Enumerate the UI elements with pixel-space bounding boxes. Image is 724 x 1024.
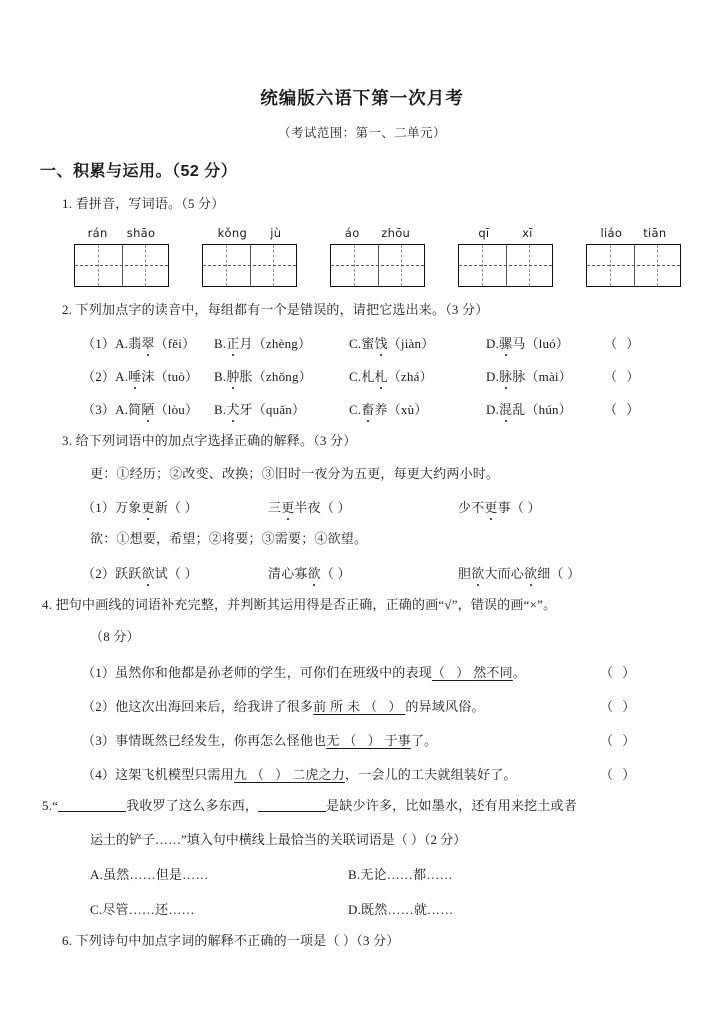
term-text: 清心寡 [268,565,308,581]
dotted-char: 欲 [524,563,537,582]
choice-text: 无论……都…… [360,867,453,882]
question-5-choice-row [90,864,686,883]
question-5-line-2: 运土的铲子……”填入句中横线上最恰当的关联词语是（ ）（2 分） [90,832,467,847]
option-pinyin: （hún） [525,402,572,417]
dotted-char: 更 [484,497,497,516]
question-4-item [82,696,686,715]
option-letter: D. [486,336,500,351]
row-number: （3） [82,732,116,748]
judgement-blank[interactable]: （ ） [600,664,639,680]
option-b[interactable] [214,333,349,352]
answer-blank[interactable]: （ ） [550,565,581,581]
term-text: 事 [497,500,511,515]
answer-blank[interactable]: （ ） [604,402,643,417]
tianzige-cell[interactable] [634,245,681,286]
sentence-tail: ，一会儿的工夫就组装好了。 [345,766,517,782]
row-number: （1） [82,664,116,680]
sentence-body: 我收罗了这么多东西， [126,797,259,813]
option-a[interactable] [82,399,214,418]
option-letter: A. [115,369,129,384]
option-pinyin: （tuò） [154,369,199,384]
dotted-char: 肿 [226,366,239,385]
row-number: （2） [82,565,116,581]
option-c[interactable] [349,399,486,418]
question-6-prompt: 6. 下列诗句中加点字词的解释不正确的一项是（ ）（3 分） [62,933,400,948]
option-a[interactable] [82,333,214,352]
fill-blank[interactable]: （ ） [431,664,474,680]
pinyin-group [74,226,169,287]
question-3-definition-yu: 欲：①想要，希望；②将要；③需要；④欲望。 [90,531,368,546]
row-number: （3） [82,402,116,417]
pinyin-grid-row [74,226,686,287]
pinyin-syllable-2: tiān [643,225,667,240]
dotted-char: 札 [375,366,388,385]
term-text: 试 [154,565,168,581]
pinyin-group [586,226,681,287]
choice-text: 尽管……还…… [102,902,195,917]
option-letter: A. [115,402,129,417]
underlined-phrase: 二虎之力 [292,766,345,782]
option-c[interactable] [349,333,486,352]
tianzige-cell[interactable] [506,245,553,286]
choice-a[interactable] [90,864,348,883]
dotted-char: 脉 [499,366,512,385]
choice-text: 既然……就…… [361,902,454,917]
option-word: 翡 [128,336,142,351]
pinyin-syllable-2: shāo [126,225,156,240]
option-pinyin: （lòu） [154,402,199,417]
pinyin-label [74,226,169,240]
pinyin-label [586,226,681,240]
term-item[interactable] [458,497,541,516]
term-item[interactable] [82,497,268,516]
fill-blank[interactable]: 前所未（ ） [313,698,406,714]
row-number: （4） [82,766,116,782]
tianzige-cell[interactable] [587,245,634,286]
question-4-item [82,662,686,681]
sentence-body: 是缺少许多，比如墨水，还有用来挖土或者 [326,797,577,813]
pinyin-syllable-1: liáo [600,225,623,240]
dotted-char: 更 [281,497,294,516]
option-letter: B. [214,402,227,417]
choice-d[interactable] [348,899,453,918]
pinyin-syllable-2: zhōu [381,225,411,240]
dotted-char: 陋 [141,399,154,418]
answer-blank[interactable]: （ ） [604,369,643,384]
exam-scope-subtitle: （考试范围：第一、二单元） [278,126,446,140]
option-pinyin: （zhǒng） [252,369,312,384]
tianzige-box[interactable] [586,244,681,287]
question-4-prompt: 4. 把句中画线的词语补充完整，并判断其运用得是否正确，正确的画“√”，错误的画“×”。 [42,596,557,612]
option-d[interactable] [486,366,604,385]
pinyin-syllable-2: jù [270,225,282,240]
answer-blank[interactable]: （ ） [320,500,351,515]
sentence-tail: 。 [512,664,526,680]
tianzige-cell[interactable] [331,245,378,286]
dotted-char: 骡 [499,333,512,352]
option-word: 脉 [512,369,526,384]
option-word: 月 [239,336,253,351]
dotted-char: 正 [226,333,239,352]
term-text: 少不 [458,500,485,515]
pinyin-syllable-1: áo [344,225,360,240]
term-item[interactable] [458,563,580,582]
pinyin-label [458,226,553,240]
pinyin-group [330,226,425,287]
judgement-blank[interactable]: （ ） [600,732,639,748]
dotted-char: 欲 [471,563,484,582]
option-pinyin: （zhá） [387,369,433,384]
term-text: 胆 [458,565,472,581]
dotted-char: 欲 [308,563,321,582]
question-4-score: （8 分） [90,629,140,644]
question-number: 5.“ [42,797,59,813]
term-item[interactable] [268,563,458,582]
question-2-row [82,333,686,352]
option-word: 蜜 [361,336,375,351]
option-pinyin: （quǎn） [252,402,306,417]
option-letter: D. [486,402,500,417]
dotted-char: 翠 [141,333,154,352]
sentence-tail: 了。 [410,732,438,748]
pinyin-group [202,226,297,287]
question-2-prompt: 2. 下列加点字的读音中，每组都有一个是错误的，请把它选出来。（3 分） [62,301,489,317]
dotted-char: 欲 [142,563,155,582]
option-word: 乱 [512,402,526,417]
question-3-row-2 [82,563,686,582]
answer-blank[interactable]: （ ） [167,565,198,581]
pinyin-label [330,226,425,240]
choice-c[interactable] [90,899,348,918]
term-text: 大而心 [484,565,525,581]
option-d[interactable] [486,399,604,418]
underlined-phrase: 然不同 [473,664,513,680]
dotted-char: 犬 [226,399,239,418]
option-letter: D. [486,369,500,384]
question-3-row-1 [82,497,686,516]
question-5-choice-row [90,899,686,918]
option-word: 胀 [239,369,253,384]
option-word: 简 [128,402,142,417]
section-heading-one: 一、积累与运用。（52 分） [40,163,238,180]
question-3-definition-geng: 更：①经历；②改变、改换；③旧时一夜分为五更，每更大约两小时。 [90,465,500,481]
choice-letter: B. [348,867,361,882]
term-text: 半夜 [294,500,321,515]
pinyin-syllable-2: xī [522,225,533,240]
connective-blank-1[interactable] [58,811,126,812]
judgement-blank[interactable]: （ ） [600,766,639,782]
option-letter: A. [115,336,129,351]
tianzige-cell[interactable] [203,245,250,286]
tianzige-cell[interactable] [378,245,425,286]
option-word: 牙 [239,402,253,417]
sentence-text [82,764,600,783]
question-2-row [82,399,686,418]
fill-blank[interactable]: 无（ ） [326,732,385,748]
term-item[interactable] [82,563,268,582]
term-text: 万象 [115,500,142,515]
answer-blank[interactable]: （ ） [167,500,198,515]
pinyin-group [458,226,553,287]
question-4-item [82,730,686,749]
tianzige-cell[interactable] [122,245,169,286]
tianzige-cell[interactable] [75,245,122,286]
sentence-body: 他这次出海回来后，给我讲了很多 [115,698,314,714]
option-pinyin: （zhèng） [252,336,312,351]
pinyin-syllable-1: rán [87,225,108,240]
option-b[interactable] [214,366,349,385]
option-pinyin: （luó） [525,336,570,351]
question-2-row [82,366,686,385]
option-letter: B. [214,336,227,351]
option-d[interactable] [486,333,604,352]
option-a[interactable] [82,366,214,385]
row-number: （1） [82,336,116,351]
sentence-body: 事情既然已经发生，你再怎么怪他也 [115,732,327,748]
sentence-body: 这架飞机模型只需用 [115,766,234,782]
fill-blank[interactable]: 九（ ） [233,766,293,782]
option-word: 沫 [141,369,155,384]
choice-letter: C. [90,902,103,917]
option-word: 马 [512,336,526,351]
choice-text: 虽然……但是…… [103,867,209,882]
question-3-prompt: 3. 给下列词语中的加点字选择正确的解释。（3 分） [62,433,357,448]
option-word: 养 [374,402,388,417]
choice-b[interactable] [348,864,453,883]
tianzige-cell[interactable] [250,245,297,286]
sentence-text [82,730,600,749]
term-text: 细 [537,565,551,581]
dotted-char: 唾 [128,366,141,385]
answer-blank[interactable]: （ ） [510,500,541,515]
tianzige-box[interactable] [74,244,169,287]
option-pinyin: （xù） [387,402,428,417]
dotted-char: 更 [142,497,155,516]
option-pinyin: （mài） [525,369,572,384]
dotted-char: 混 [499,399,512,418]
option-letter: B. [214,369,227,384]
page-title: 统编版六语下第一次月考 [260,88,464,108]
question-1-prompt: 1. 看拼音，写词语。（5 分） [62,196,225,211]
term-text: 新 [154,500,168,515]
option-letter: C. [349,336,362,351]
pinyin-label [202,226,297,240]
term-text: 跃跃 [115,565,142,581]
dotted-char: 畜 [361,399,374,418]
sentence-text [82,696,600,715]
option-c[interactable] [349,366,486,385]
sentence-body: 虽然你和他都是孙老师的学生，可你们在班级中的表现 [115,664,432,680]
row-number: （1） [82,500,116,515]
pinyin-syllable-1: kǒng [217,225,248,240]
option-pinyin: （jiàn） [387,336,435,351]
dotted-char: 饯 [375,333,388,352]
choice-letter: D. [348,902,362,917]
tianzige-box[interactable] [330,244,425,287]
choice-letter: A. [90,867,104,882]
tianzige-cell[interactable] [459,245,506,286]
option-letter: C. [349,402,362,417]
option-b[interactable] [214,399,349,418]
pinyin-syllable-1: qī [478,225,490,240]
answer-blank[interactable]: （ ） [604,336,643,351]
row-number: （2） [82,369,116,384]
answer-blank[interactable]: （ ） [320,565,351,581]
tianzige-box[interactable] [458,244,553,287]
option-word: 札 [361,369,375,384]
connective-blank-2[interactable] [258,811,326,812]
question-4-item [82,764,686,783]
option-pinyin: （fěi） [154,336,196,351]
sentence-tail: 的异域风俗。 [405,698,485,714]
row-number: （2） [82,698,116,714]
option-letter: C. [349,369,362,384]
underlined-phrase: 于事 [384,732,411,748]
tianzige-box[interactable] [202,244,297,287]
sentence-text [82,662,600,681]
term-text: 三 [268,500,282,515]
term-item[interactable] [268,497,458,516]
judgement-blank[interactable]: （ ） [600,698,639,714]
question-5-line-1 [42,796,686,816]
